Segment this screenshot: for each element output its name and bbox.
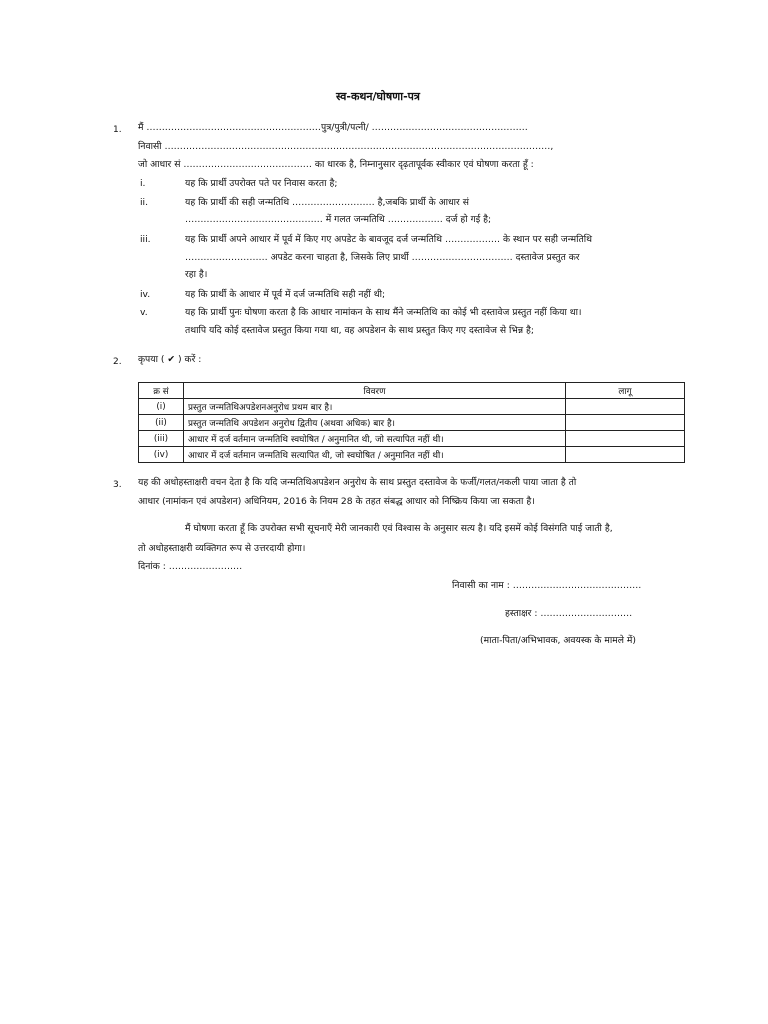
row-serial: (ii) bbox=[139, 415, 184, 431]
column-header-applicable: लागू bbox=[566, 383, 685, 399]
item-1-aadhaar-line: जो आधार सं …………………………………… का धारक है, निम्नानुसार दृढ़तापूर्वक स्वीकार एवं घोषणा करता हूँ : bbox=[138, 159, 534, 170]
sub-item-text: ……………………………………… में गलत जन्मतिथि ……………… दर्ज हो गई है; bbox=[185, 214, 492, 225]
tick-instruction bbox=[138, 354, 201, 366]
item-3-number: 3. bbox=[113, 480, 122, 490]
sub-item-text: ……………………… अपडेट करना चाहता है, जिसके लिए प्रार्थी …………………………… दस्तावेज प्रस्तुत कर bbox=[185, 252, 580, 263]
table-row bbox=[139, 415, 685, 431]
row-description: आधार में दर्ज वर्तमान जन्मतिथि सत्यापित थी, जो स्वघोषित / अनुमानित नहीं थी। bbox=[184, 447, 566, 463]
item-1-number: 1. bbox=[113, 125, 122, 135]
guardian-note: (माता-पिता/अभिभावक, अवयस्क के मामले में) bbox=[480, 635, 636, 646]
signature-field: हस्ताक्षर : ………………………… bbox=[505, 608, 633, 619]
sub-item-text: रहा है। bbox=[185, 269, 208, 280]
row-description: आधार में दर्ज वर्तमान जन्मतिथि स्वघोषित / अनुमानित थी, जो सत्यापित नहीं थी। bbox=[184, 431, 566, 447]
tick-instruction-suffix: ) करें : bbox=[178, 354, 202, 365]
row-description: प्रस्तुत जन्मतिथिअपडेशनअनुरोध प्रथम बार है। bbox=[184, 399, 566, 415]
item-1-name-line: मैं …………………………………………………पुत्र/पुत्री/पत्नी/ …………………………………………… bbox=[138, 122, 528, 133]
checkmark-icon: ✔ bbox=[167, 354, 176, 365]
row-applicable-cell[interactable] bbox=[566, 447, 685, 463]
table-row bbox=[139, 431, 685, 447]
column-header-description: विवरण bbox=[184, 383, 566, 399]
row-serial: (i) bbox=[139, 399, 184, 415]
sub-item-text: यह कि प्रार्थी उपरोक्त पते पर निवास करता है; bbox=[185, 178, 338, 189]
row-applicable-cell[interactable] bbox=[566, 431, 685, 447]
table-row bbox=[139, 399, 685, 415]
sub-item-text: यह कि प्रार्थी अपने आधार में पूर्व में किए गए अपडेट के बावजूद दर्ज जन्मतिथि ……………… के स्थान पर सही जन्मतिथि bbox=[185, 234, 593, 245]
item-3-text: यह की अधोहस्ताक्षरी वचन देता है कि यदि जन्मतिथिअपडेशन अनुरोध के साथ प्रस्तुत दस्तावेज के फर्जी/गलत/नकली पाया जाता है तो bbox=[138, 477, 577, 488]
sub-item-number: ii. bbox=[140, 197, 149, 208]
table-row bbox=[139, 447, 685, 463]
sub-item-number: iv. bbox=[140, 289, 151, 300]
tick-instruction-prefix: कृपया ( bbox=[138, 354, 165, 365]
row-applicable-cell[interactable] bbox=[566, 415, 685, 431]
declaration-text: तो अधोहस्ताक्षरी व्यक्तिगत रूप से उत्तरदायी होगा। bbox=[138, 543, 306, 554]
column-header-sno: क्र सं bbox=[139, 383, 184, 399]
sub-item-number: i. bbox=[140, 178, 146, 189]
item-2-number: 2. bbox=[113, 357, 122, 367]
row-serial: (iv) bbox=[139, 447, 184, 463]
row-serial: (iii) bbox=[139, 431, 184, 447]
sub-item-text: यह कि प्रार्थी के आधार में पूर्व में दर्ज जन्मतिथि सही नहीं थी; bbox=[185, 289, 386, 300]
item-3-text: आधार (नामांकन एवं अपडेशन) अधिनियम, 2016 के नियम 28 के तहत संबद्ध आधार को निष्क्रिय किया जा सकता है। bbox=[138, 496, 535, 507]
item-1-address-line: निवासी ………………………………………………………………………………………………………………, bbox=[138, 141, 554, 152]
sub-item-number: iii. bbox=[140, 234, 151, 245]
sub-item-text: यह कि प्रार्थी पुनः घोषणा करता है कि आधार नामांकन के साथ मैंने जन्मतिथि का कोई भी दस्तावेज प्रस्तुत नहीं किया था। bbox=[185, 307, 582, 318]
sub-item-number: v. bbox=[140, 307, 148, 318]
declaration-text: मैं घोषणा करता हूँ कि उपरोक्त सभी सूचनाएँ मेरी जानकारी एवं विश्वास के अनुसार सत्य है। यदि इसमें कोई विसंगति पाई जाती है, bbox=[185, 523, 613, 534]
row-description: प्रस्तुत जन्मतिथि अपडेशन अनुरोध द्वितीय (अथवा अधिक) बार है। bbox=[184, 415, 566, 431]
table-header-row bbox=[139, 383, 685, 399]
resident-name-field: निवासी का नाम : …………………………………… bbox=[452, 580, 642, 591]
applicability-table bbox=[138, 382, 685, 463]
date-field: दिनांक : …………………… bbox=[138, 561, 243, 572]
page-title: स्व-कथन/घोषणा-पत्र bbox=[336, 90, 420, 103]
row-applicable-cell[interactable] bbox=[566, 399, 685, 415]
sub-item-text: यह कि प्रार्थी की सही जन्मतिथि ……………………… है,जबकि प्रार्थी के आधार सं bbox=[185, 197, 469, 208]
sub-item-text: तथापि यदि कोई दस्तावेज प्रस्तुत किया गया था, वह अपडेशन के साथ प्रस्तुत किए गए दस्तावेज से भिन्न है; bbox=[185, 325, 534, 336]
